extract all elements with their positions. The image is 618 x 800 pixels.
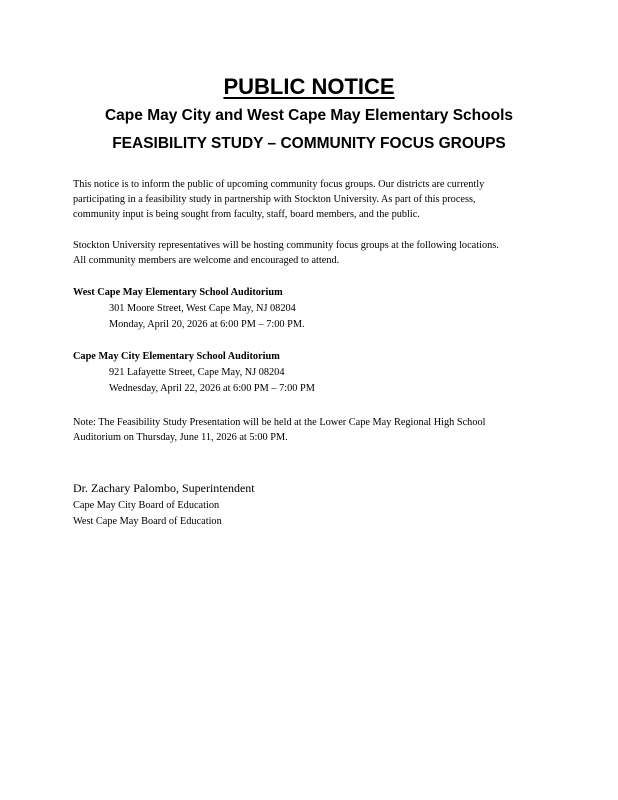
note-line: Auditorium on Thursday, June 11, 2026 at 5:00 PM. [73, 432, 288, 443]
hosting-paragraph [73, 238, 553, 268]
hosting-line: Stockton University representatives will be hosting community focus groups at the following locations. [73, 240, 499, 251]
signature-name: Dr. Zachary Palombo, Superintendent [73, 481, 255, 495]
signature-board-2: West Cape May Board of Education [73, 516, 222, 527]
page-title [0, 74, 618, 100]
note-line: Note: The Feasibility Study Presentation will be held at the Lower Cape May Regional High School [73, 417, 486, 428]
intro-line: This notice is to inform the public of upcoming community focus groups. Our districts are currently [73, 179, 485, 190]
intro-paragraph [73, 177, 553, 222]
location-time: Wednesday, April 22, 2026 at 6:00 PM – 7:00 PM [109, 383, 315, 394]
location-address: 301 Moore Street, West Cape May, NJ 08204 [109, 303, 296, 314]
intro-line: community input is being sought from faculty, staff, board members, and the public. [73, 209, 420, 220]
note-paragraph [73, 415, 553, 445]
signature-board-1: Cape May City Board of Education [73, 500, 220, 511]
location-time: Monday, April 20, 2026 at 6:00 PM – 7:00 PM. [109, 319, 305, 330]
heading: FEASIBILITY STUDY – COMMUNITY FOCUS GROUPS [112, 135, 506, 152]
hosting-line: All community members are welcome and encouraged to attend. [73, 255, 340, 266]
location-title: Cape May City Elementary School Auditorium [73, 351, 280, 362]
title-text: PUBLIC NOTICE [223, 74, 395, 99]
subtitle: Cape May City and West Cape May Elementary Schools [104, 107, 513, 124]
location-address: 921 Lafayette Street, Cape May, NJ 08204 [109, 367, 285, 378]
location-title: West Cape May Elementary School Auditorium [73, 287, 283, 298]
intro-line: participating in a feasibility study in partnership with Stockton University. As part of this process, [73, 194, 476, 205]
